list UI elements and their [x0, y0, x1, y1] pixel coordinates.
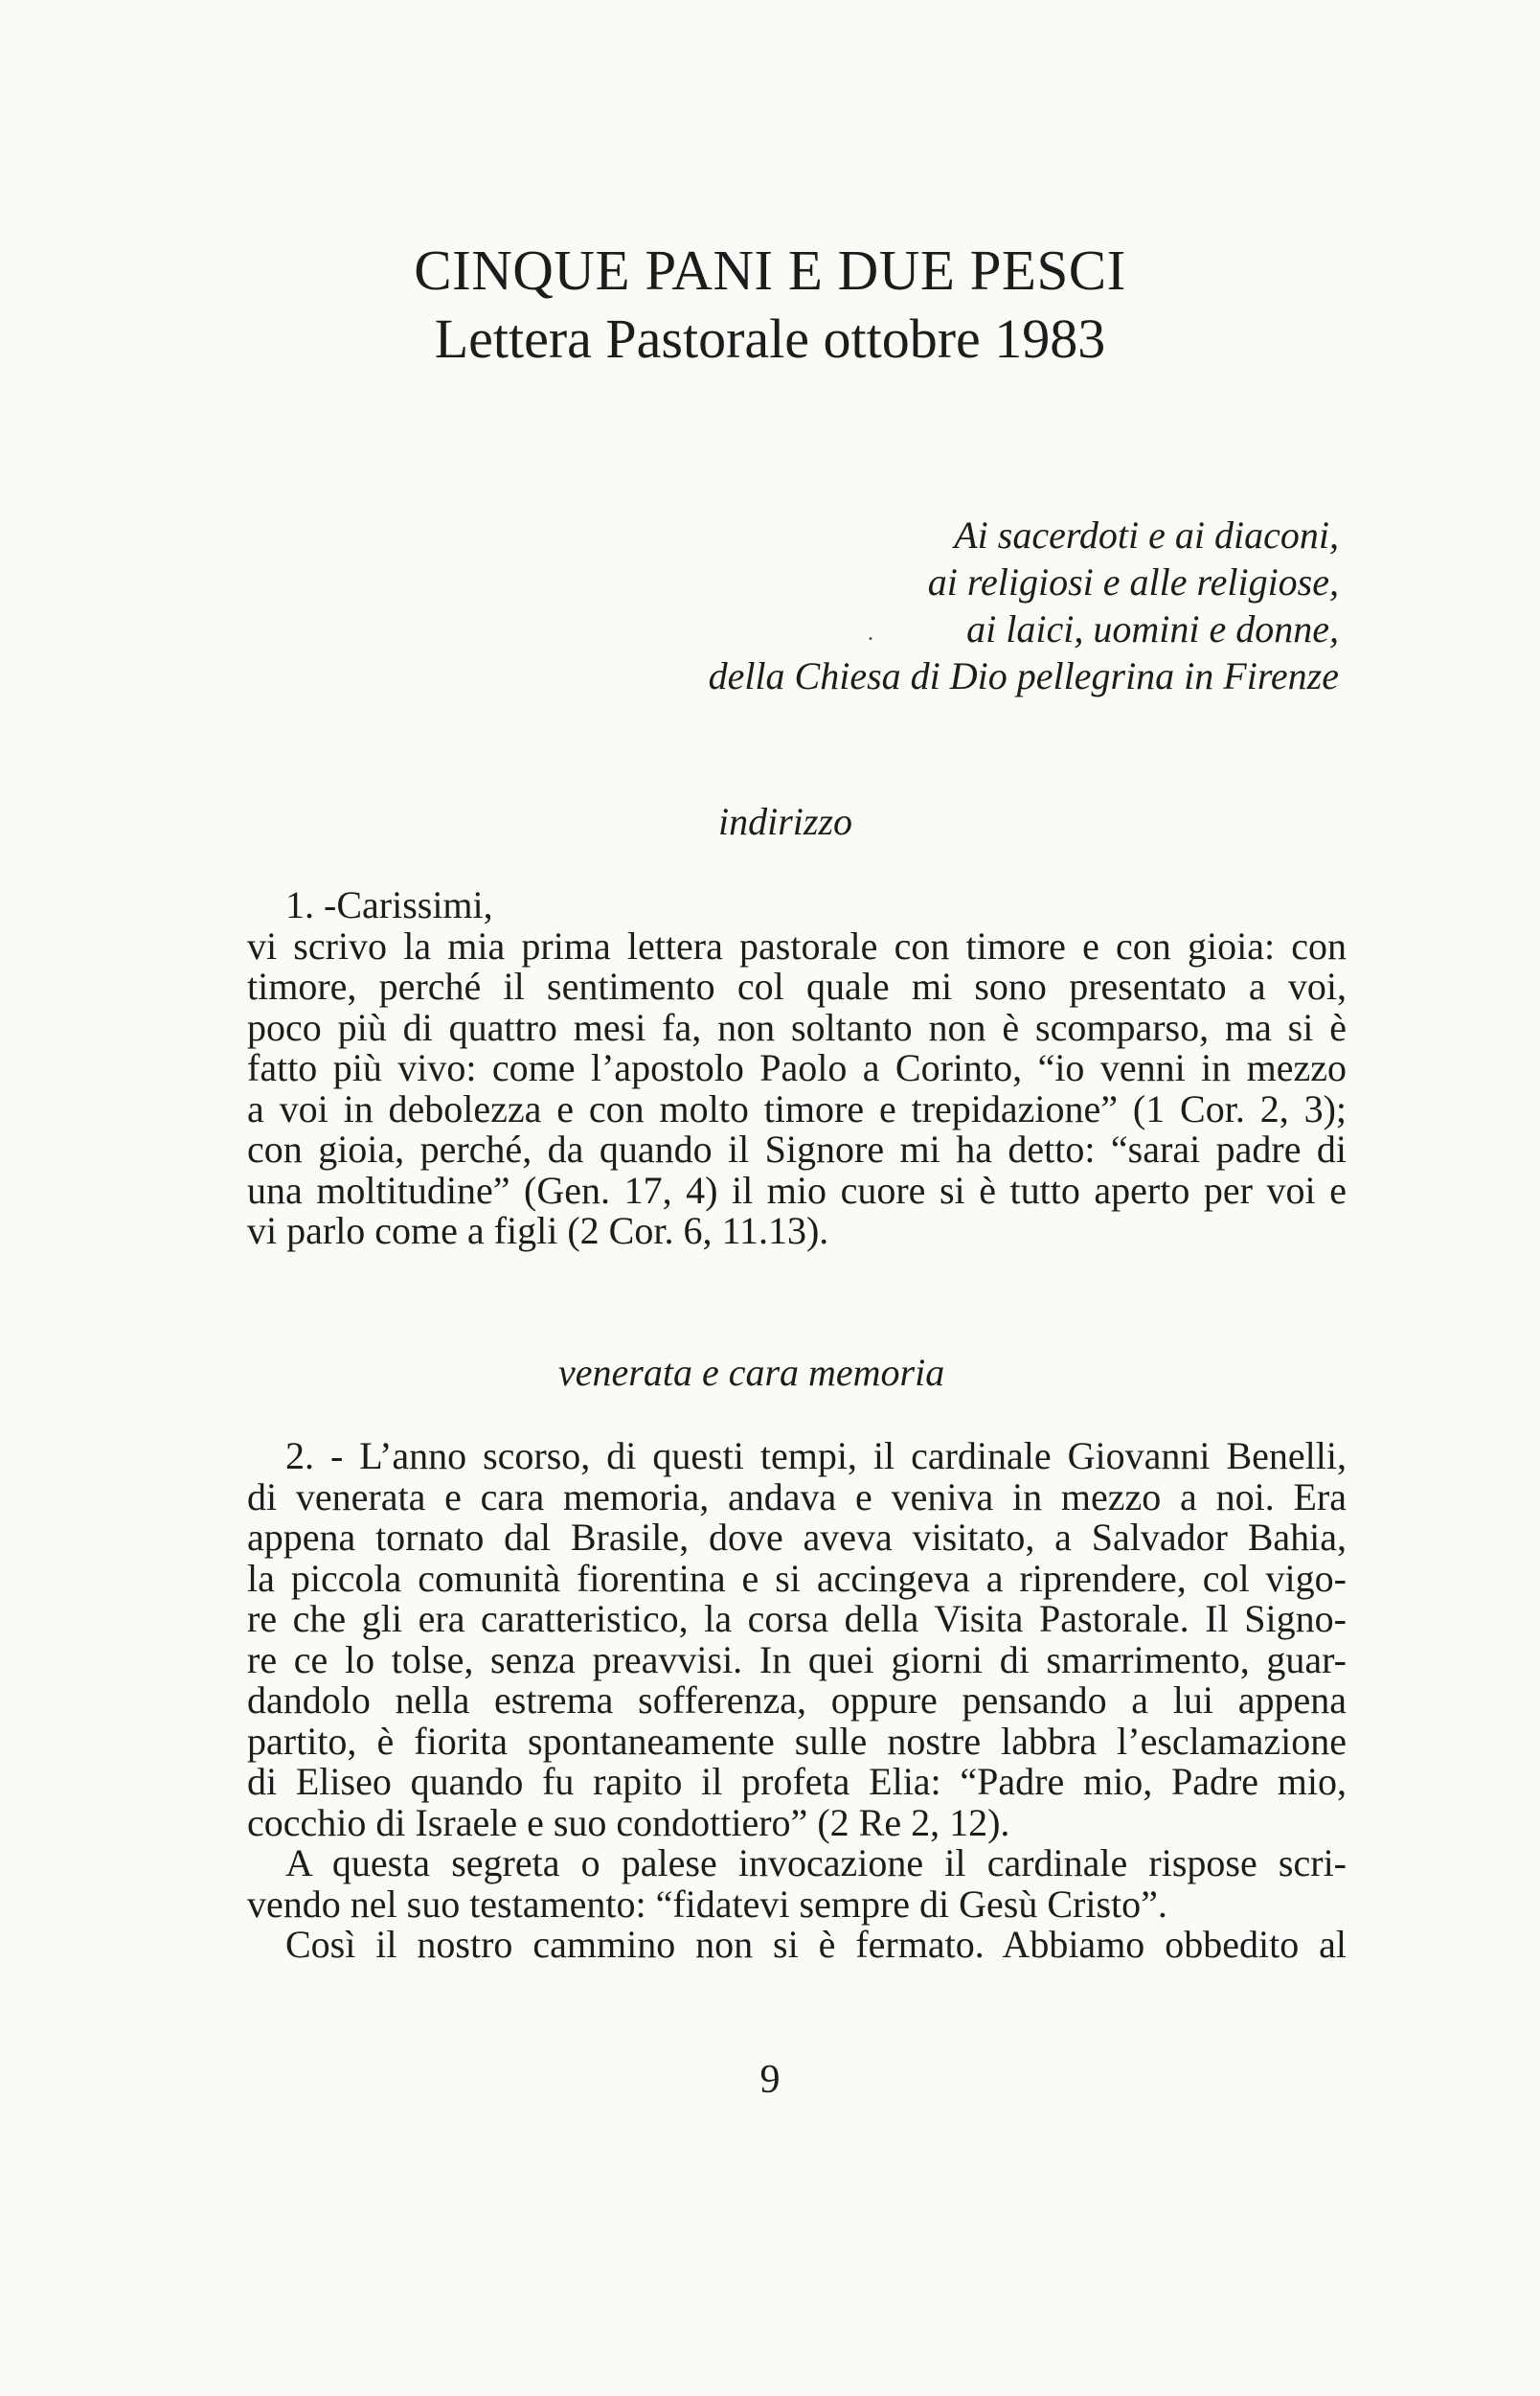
paragraph-line: partito, è fiorita spontaneamente sulle nostre labbra l’esclamazione [247, 1719, 1347, 1763]
paragraph-line: vi parlo come a figli (2 Cor. 6, 11.13). [247, 1209, 829, 1252]
print-speck: . [868, 621, 873, 646]
paragraph-line: di Eliseo quando fu rapito il profeta Elia: “Padre mio, Padre mio, [247, 1760, 1347, 1803]
section-body-memoria [247, 1436, 1347, 1966]
paragraph-line: con gioia, perché, da quando il Signore mi ha detto: “sarai padre di [247, 1128, 1347, 1171]
dedication-line: della Chiesa di Dio pellegrina in Firenze [708, 654, 1339, 697]
section-body-indirizzo [247, 885, 1347, 1252]
paragraph-line: di venerata e cara memoria, andava e veniva in mezzo a noi. Era [247, 1474, 1347, 1518]
paragraph-line: A questa segreta o palese invocazione il cardinale rispose scri- [285, 1841, 1347, 1884]
section-heading-memoria: venerata e cara memoria [558, 1351, 945, 1394]
page-subtitle: Lettera Pastorale ottobre 1983 [434, 308, 1106, 370]
page-title: CINQUE PANI E DUE PESCI [414, 239, 1126, 302]
paragraph-line: vendo nel suo testamento: “fidatevi sempre di Gesù Cristo”. [247, 1882, 1167, 1926]
paragraph-line: 2. - L’anno scorso, di questi tempi, il cardinale Giovanni Benelli, [285, 1434, 1347, 1477]
dedication-line: ai religiosi e alle religiose, [927, 560, 1339, 604]
title-block [0, 240, 1540, 370]
dedication [709, 512, 1339, 699]
paragraph-line: appena tornato dal Brasile, dove aveva visitato, a Salvador Bahia, [247, 1516, 1347, 1559]
paragraph-line: vi scrivo la mia prima lettera pastorale con timore e con gioia: con [247, 924, 1347, 968]
paragraph-line: fatto più vivo: come l’apostolo Paolo a Corinto, “io venni in mezzo [247, 1046, 1347, 1089]
section-heading-indirizzo: indirizzo [718, 800, 853, 843]
dedication-line: Ai sacerdoti e ai diaconi, [954, 513, 1339, 557]
page-number: 9 [759, 2058, 781, 2102]
paragraph-line: a voi in debolezza e con molto timore e trepidazione” (1 Cor. 2, 3); [247, 1086, 1347, 1130]
paragraph-line: timore, perché il sentimento col quale mi sono presentato a voi, [247, 965, 1347, 1008]
paragraph-line: la piccola comunità fiorentina e si accingeva a riprendere, col vigo- [247, 1556, 1347, 1600]
paragraph-line: Così il nostro cammino non si è fermato. Abbiamo obbedito al [285, 1923, 1347, 1966]
paragraph-line: 1. -Carissimi, [285, 883, 493, 926]
paragraph-line: dandolo nella estrema sofferenza, oppure pensando a lui appena [247, 1678, 1347, 1722]
paragraph-line: re che gli era caratteristico, la corsa della Visita Pastorale. Il Signo- [247, 1597, 1347, 1640]
paragraph-line: cocchio di Israele e suo condottiero” (2 Re 2, 12). [247, 1800, 1010, 1844]
paragraph-line: re ce lo tolse, senza preavvisi. In quei giorni di smarrimento, guar- [247, 1637, 1347, 1681]
paragraph-line: poco più di quattro mesi fa, non soltanto non è scomparso, ma si è [247, 1005, 1347, 1049]
paragraph-line: una moltitudine” (Gen. 17, 4) il mio cuore si è tutto aperto per voi e [247, 1168, 1347, 1212]
dedication-line: ai laici, uomini e donne, [966, 607, 1339, 650]
